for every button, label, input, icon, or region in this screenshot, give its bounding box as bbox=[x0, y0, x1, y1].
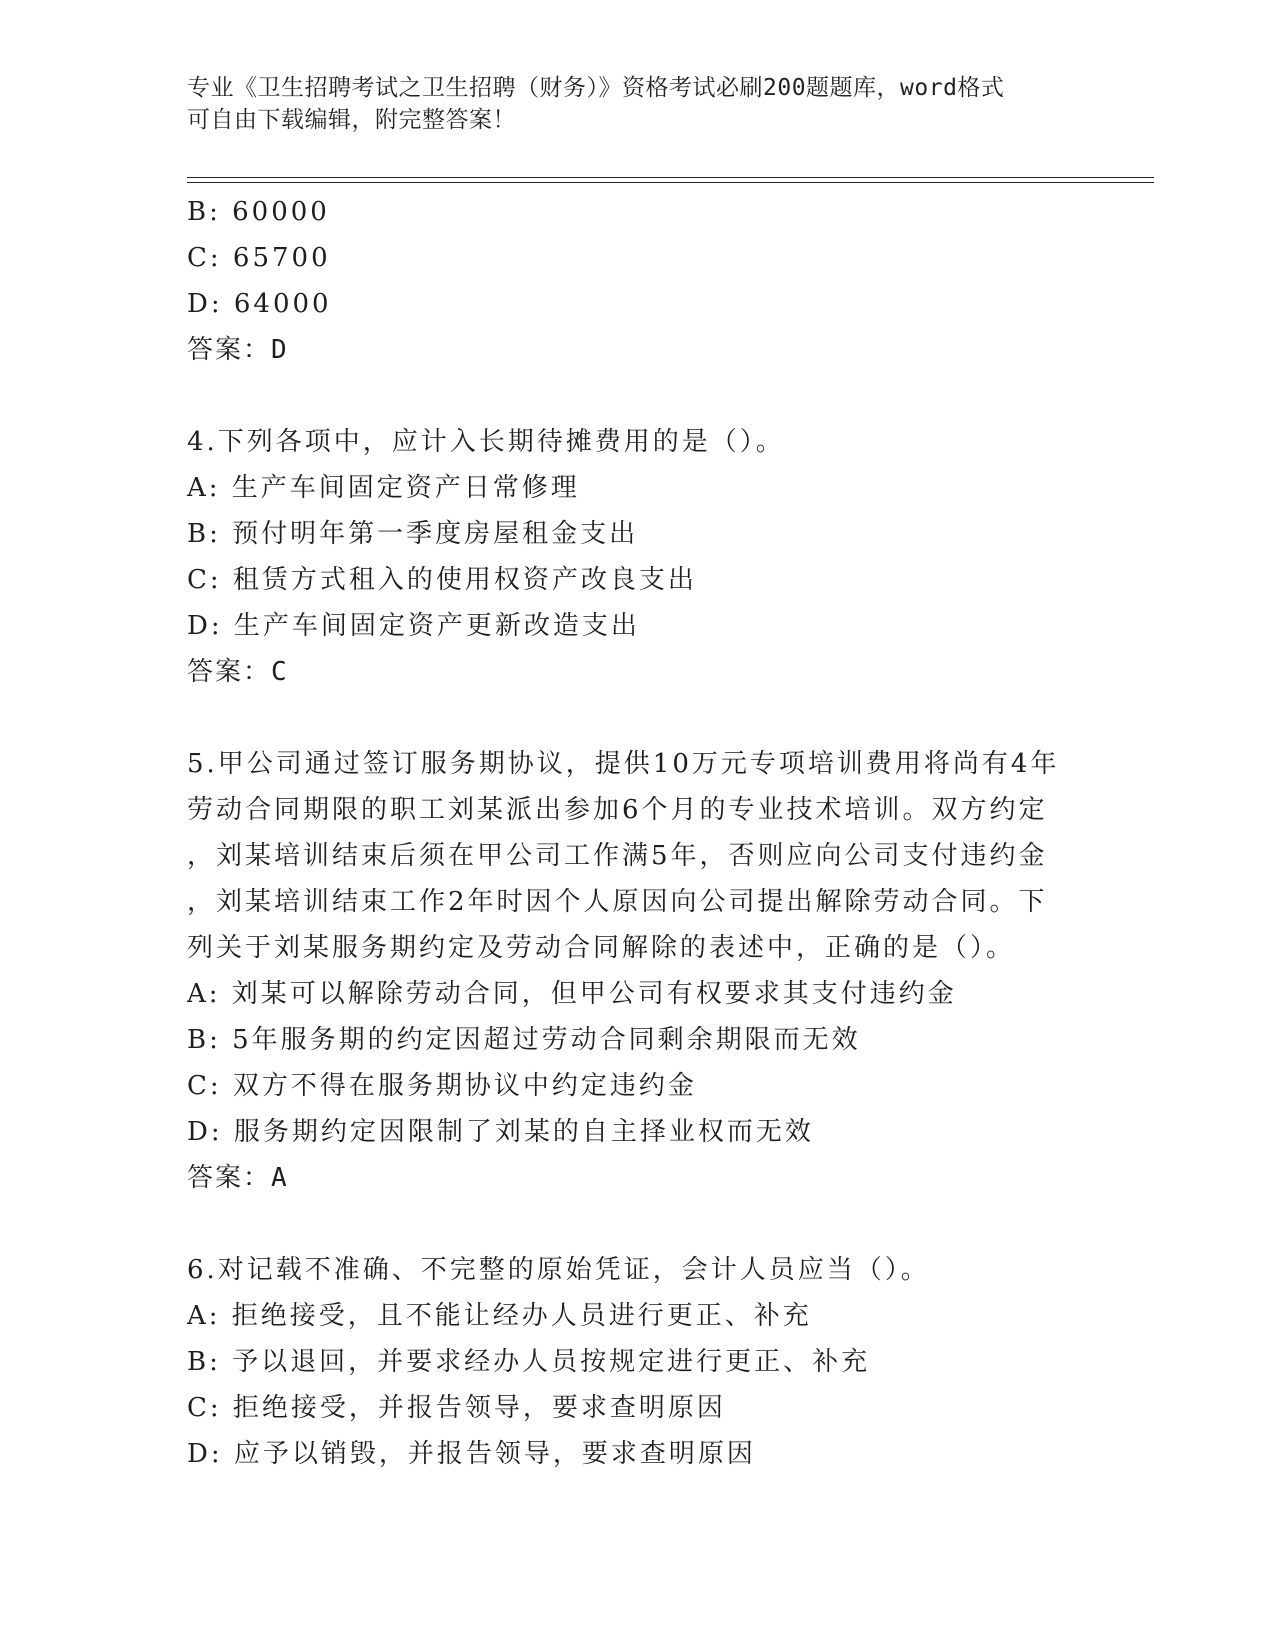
header-divider-bottom bbox=[187, 182, 1154, 183]
option-c: C: 拒绝接受，并报告领导，要求查明原因 bbox=[187, 1393, 726, 1423]
answer-line: 答案：A bbox=[187, 1163, 289, 1193]
option-a: A: 生产车间固定资产日常修理 bbox=[187, 473, 580, 503]
option-a: A: 刘某可以解除劳动合同，但甲公司有权要求其支付违约金 bbox=[187, 979, 957, 1009]
question-list bbox=[187, 189, 1087, 1477]
spacer bbox=[187, 695, 1087, 741]
header-title-line-1: 专业《卫生招聘考试之卫生招聘（财务）》资格考试必刷200题题库，word格式 bbox=[187, 75, 1005, 101]
header-divider-top bbox=[187, 177, 1154, 178]
option-c: C: 租赁方式租入的使用权资产改良支出 bbox=[187, 565, 697, 595]
option-d: D: 服务期约定因限制了刘某的自主择业权而无效 bbox=[187, 1117, 814, 1147]
option-c: C: 65700 bbox=[187, 243, 331, 273]
option-b: B: 60000 bbox=[187, 197, 330, 227]
option-d: D: 应予以销毁，并报告领导，要求查明原因 bbox=[187, 1439, 756, 1469]
question-stem-line-3: ，刘某培训结束后须在甲公司工作满5年，否则应向公司支付违约金 bbox=[187, 841, 1048, 871]
question-5 bbox=[187, 741, 1087, 1201]
answer-line: 答案：C bbox=[187, 657, 289, 687]
question-stem-line-1: 5.甲公司通过签订服务期协议，提供10万元专项培训费用将尚有4年 bbox=[187, 749, 1060, 779]
question-3-tail bbox=[187, 189, 1087, 373]
question-stem-line-5: 列关于刘某服务期约定及劳动合同解除的表述中，正确的是（）。 bbox=[187, 933, 1016, 963]
question-stem: 4.下列各项中，应计入长期待摊费用的是（）。 bbox=[187, 427, 785, 457]
question-4 bbox=[187, 419, 1087, 695]
option-d: D: 64000 bbox=[187, 289, 332, 319]
question-stem-line-4: ，刘某培训结束工作2年时因个人原因向公司提出解除劳动合同。下 bbox=[187, 887, 1048, 917]
question-stem: 6.对记载不准确、不完整的原始凭证，会计人员应当（）。 bbox=[187, 1255, 930, 1285]
document-header bbox=[187, 72, 1067, 136]
question-stem-line-2: 劳动合同期限的职工刘某派出参加6个月的专业技术培训。双方约定 bbox=[187, 795, 1048, 825]
option-b: B: 予以退回，并要求经办人员按规定进行更正、补充 bbox=[187, 1347, 871, 1377]
question-6 bbox=[187, 1247, 1087, 1477]
option-d: D: 生产车间固定资产更新改造支出 bbox=[187, 611, 640, 641]
option-b: B: 5年服务期的约定因超过劳动合同剩余期限而无效 bbox=[187, 1025, 861, 1055]
option-b: B: 预付明年第一季度房屋租金支出 bbox=[187, 519, 639, 549]
option-c: C: 双方不得在服务期协议中约定违约金 bbox=[187, 1071, 697, 1101]
spacer bbox=[187, 373, 1087, 419]
header-title-line-2: 可自由下载编辑，附完整答案！ bbox=[187, 107, 516, 133]
spacer bbox=[187, 1201, 1087, 1247]
answer-line: 答案：D bbox=[187, 335, 289, 365]
option-a: A: 拒绝接受，且不能让经办人员进行更正、补充 bbox=[187, 1301, 812, 1331]
